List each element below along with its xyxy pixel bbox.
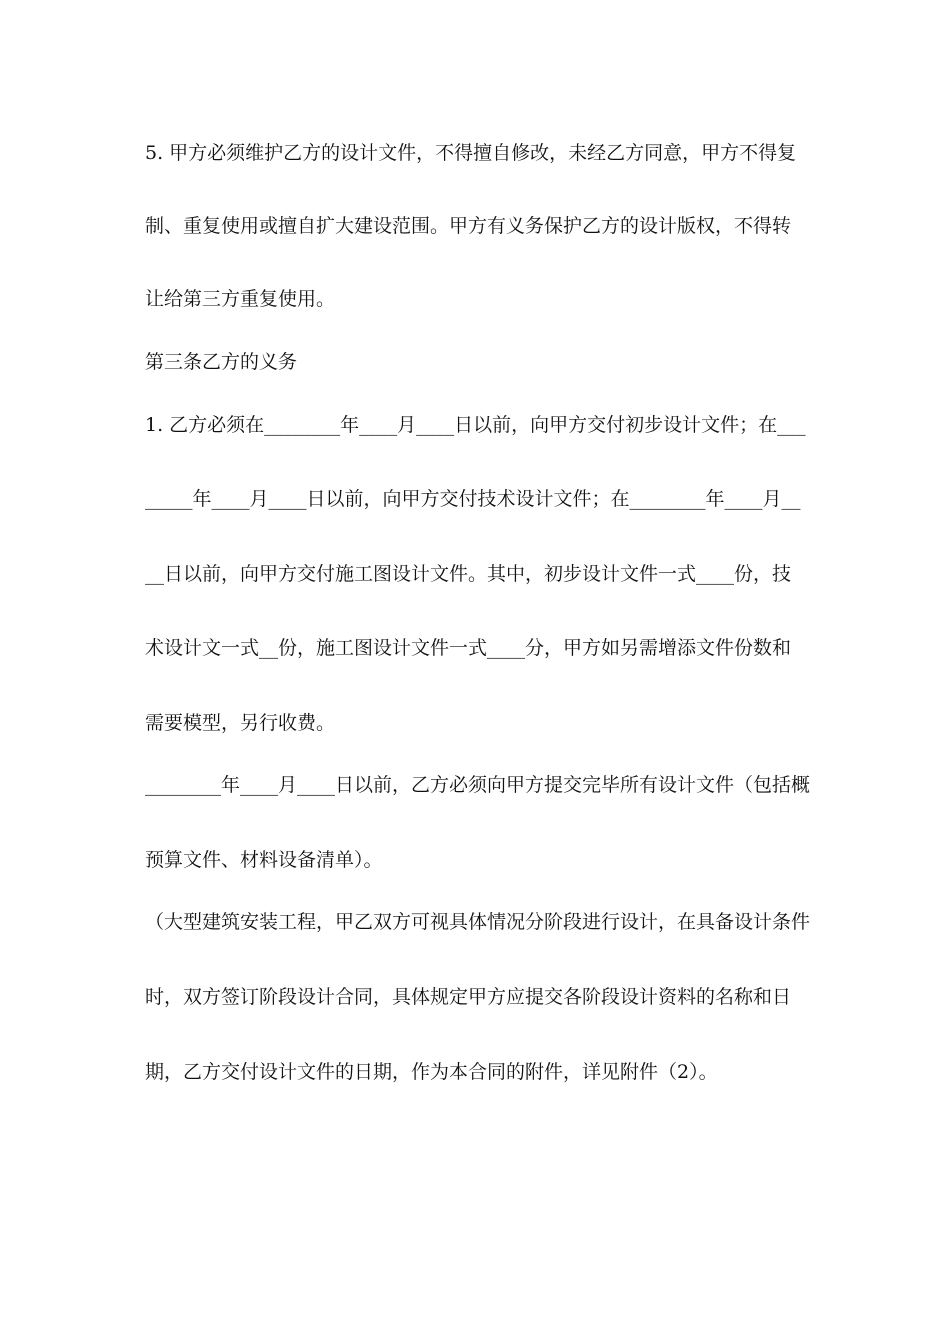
paragraph-line: 术设计文一式__份，施工图设计文件一式____分，甲方如另需增添文件份数和 [145,637,792,659]
paragraph-line: _____年____月____日以前，向甲方交付技术设计文件；在________年____月__ [145,488,801,510]
paragraph-line: 预算文件、材料设备清单）。 [145,849,383,871]
paragraph-line: 需要模型，另行收费。 [145,712,336,734]
paragraph-line: 时，双方签订阶段设计合同，具体规定甲方应提交各阶段设计资料的名称和日 [145,986,792,1008]
paragraph-line: 制、重复使用或擅自扩大建设范围。甲方有义务保护乙方的设计版权，不得转 [145,215,792,237]
paragraph-line: （大型建筑安装工程，甲乙双方可视具体情况分阶段进行设计，在具备设计条件 [145,911,810,933]
paragraph-line: 5. 甲方必须维护乙方的设计文件，不得擅自修改，未经乙方同意，甲方不得复 [145,142,797,164]
paragraph-line: 期，乙方交付设计文件的日期，作为本合同的附件，详见附件（2）。 [145,1061,718,1083]
paragraph-line: 1. 乙方必须在________年____月____日以前，向甲方交付初步设计文件；在___ [145,414,806,436]
paragraph-line: 让给第三方重复使用。 [145,288,336,310]
section-heading: 第三条乙方的义务 [145,351,298,373]
paragraph-line: ________年____月____日以前，乙方必须向甲方提交完毕所有设计文件（包括概 [145,774,810,796]
paragraph-line: __日以前，向甲方交付施工图设计文件。其中，初步设计文件一式____份，技 [145,563,792,585]
